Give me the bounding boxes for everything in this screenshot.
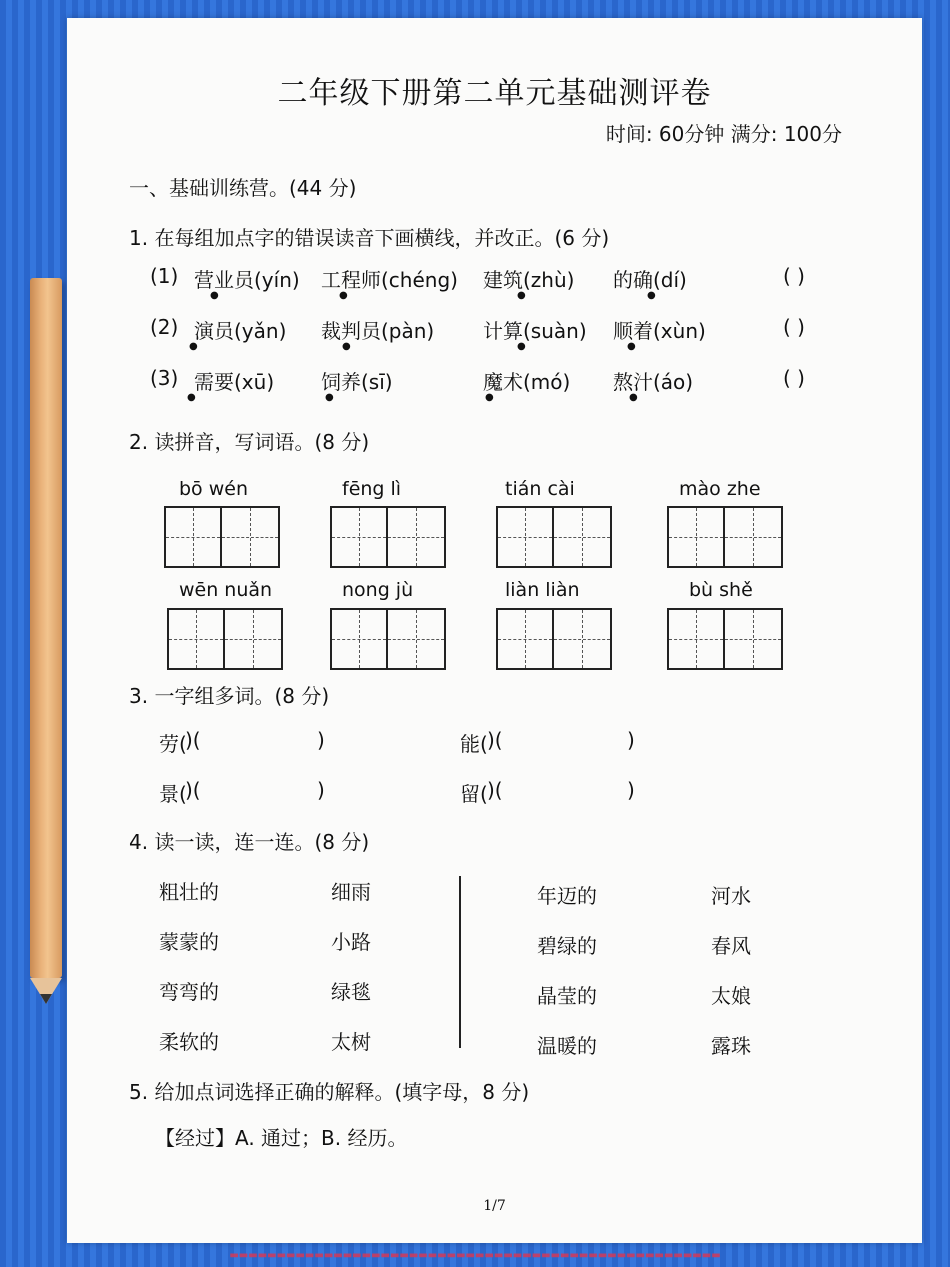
q4-heading: 4. 读一读，连一连。(8 分) — [129, 830, 370, 854]
q1-heading: 1. 在每组加点字的错误读音下画横线，并改正。(6 分) — [129, 226, 610, 250]
q1-row1-answer[interactable]: ( ) — [783, 264, 805, 288]
q1-row2-item2: 裁判员(pàn) — [321, 319, 435, 343]
q1-row1-item1: 营业员(yín) — [194, 268, 300, 292]
pinyin-5: wēn nuǎn — [179, 579, 273, 601]
pinyin-8: bù shě — [689, 579, 753, 601]
q3-row1-char1: 劳( — [159, 732, 187, 756]
writing-grid-6[interactable] — [330, 608, 446, 670]
writing-grid-7[interactable] — [496, 608, 612, 670]
writing-grid-4[interactable] — [667, 506, 783, 568]
pinyin-1: bō wén — [179, 478, 248, 500]
pinyin-3: tián cài — [505, 478, 575, 500]
pinyin-7: liàn liàn — [505, 579, 580, 601]
q2-heading: 2. 读拼音，写词语。(8 分) — [129, 430, 370, 454]
q3-row2-blank1[interactable]: )( — [185, 778, 201, 802]
q4-left-noun-1: 细雨 — [331, 880, 371, 904]
q3-row1-char2: 能( — [460, 732, 488, 756]
emphasis-dot: ● — [627, 341, 636, 352]
q3-row1-blank4[interactable]: ) — [627, 728, 635, 752]
emphasis-dot: ● — [210, 290, 219, 301]
q4-right-noun-2: 春风 — [711, 934, 751, 958]
emphasis-dot: ● — [342, 341, 351, 352]
q1-row3-item4: 熬汁(áo) — [613, 370, 694, 394]
q4-left-adj-3: 弯弯的 — [159, 980, 219, 1004]
q5-line-1: 【经过】A. 通过；B. 经历。 — [155, 1126, 408, 1150]
q3-row2-blank2[interactable]: ) — [317, 778, 325, 802]
writing-grid-3[interactable] — [496, 506, 612, 568]
q4-right-noun-1: 河水 — [711, 884, 751, 908]
q1-row1-item2: 工程师(chéng) — [321, 268, 458, 292]
q5-heading: 5. 给加点词选择正确的解释。(填字母，8 分) — [129, 1080, 530, 1104]
q3-row2-char2: 留( — [460, 782, 488, 806]
emphasis-dot: ● — [517, 341, 526, 352]
pinyin-4: mào zhe — [679, 478, 761, 500]
emphasis-dot: ● — [485, 392, 494, 403]
q4-left-noun-3: 绿毯 — [331, 980, 371, 1004]
time-score-info: 时间: 60分钟 满分: 100分 — [605, 122, 842, 146]
column-divider — [459, 876, 461, 1048]
q1-row3-answer[interactable]: ( ) — [783, 366, 805, 390]
section-1-heading: 一、基础训练营。(44 分) — [129, 176, 357, 200]
q1-row1-num: (1) — [150, 264, 179, 288]
writing-grid-2[interactable] — [330, 506, 446, 568]
q1-row3-item2: 饲养(sī) — [321, 370, 393, 394]
q1-row2-item4: 顺着(xùn) — [613, 319, 706, 343]
q1-row3-num: (3) — [150, 366, 179, 390]
page-title: 二年级下册第二单元基础测评卷 — [277, 76, 712, 111]
q3-row1-blank2[interactable]: ) — [317, 728, 325, 752]
emphasis-dot: ● — [629, 392, 638, 403]
emphasis-dot: ● — [189, 341, 198, 352]
q4-left-adj-4: 柔软的 — [159, 1030, 219, 1054]
writing-grid-5[interactable] — [167, 608, 283, 670]
emphasis-dot: ● — [647, 290, 656, 301]
q1-row1-item3: 建筑(zhù) — [483, 268, 575, 292]
q1-row2-num: (2) — [150, 315, 179, 339]
q4-right-noun-3: 太娘 — [711, 984, 751, 1008]
q4-left-noun-2: 小路 — [331, 930, 371, 954]
q3-row2-char1: 景( — [159, 782, 187, 806]
q4-left-adj-1: 粗壮的 — [159, 880, 219, 904]
exam-paper — [67, 18, 922, 1243]
pencil — [30, 278, 62, 978]
q4-right-adj-4: 温暖的 — [537, 1034, 597, 1058]
writing-grid-1[interactable] — [164, 506, 280, 568]
q4-left-adj-2: 蒙蒙的 — [159, 930, 219, 954]
q3-row2-blank3[interactable]: )( — [487, 778, 503, 802]
writing-grid-8[interactable] — [667, 608, 783, 670]
q4-right-noun-4: 露珠 — [711, 1034, 751, 1058]
q4-right-adj-1: 年迈的 — [537, 884, 597, 908]
pinyin-2: fēng lì — [342, 478, 402, 500]
q1-row2-answer[interactable]: ( ) — [783, 315, 805, 339]
emphasis-dot: ● — [325, 392, 334, 403]
q1-row2-item3: 计算(suàn) — [483, 319, 587, 343]
emphasis-dot: ● — [187, 392, 196, 403]
emphasis-dot: ● — [339, 290, 348, 301]
watermark-strip: ▬▬▬▬▬▬▬▬▬▬▬▬▬▬▬▬▬▬▬▬▬▬▬▬▬▬▬▬▬▬▬▬▬▬▬▬▬▬▬▬▬▬▬▬▬▬▬▬▬▬▬▬ — [229, 1250, 721, 1261]
emphasis-dot: ● — [517, 290, 526, 301]
q1-row1-item4: 的确(dí) — [613, 268, 687, 292]
q3-row2-blank4[interactable]: ) — [627, 778, 635, 802]
q1-row3-item3: 魔术(mó) — [483, 370, 571, 394]
q3-heading: 3. 一字组多词。(8 分) — [129, 684, 330, 708]
q1-row3-item1: 需要(xū) — [194, 370, 275, 394]
q4-right-adj-3: 晶莹的 — [537, 984, 597, 1008]
pinyin-6: nong jù — [342, 579, 414, 601]
page-number: 1/7 — [483, 1198, 506, 1214]
q4-right-adj-2: 碧绿的 — [537, 934, 597, 958]
q4-left-noun-4: 太树 — [331, 1030, 371, 1054]
pencil-lead — [40, 994, 52, 1004]
q1-row2-item1: 演员(yǎn) — [194, 319, 287, 343]
q3-row1-blank3[interactable]: )( — [487, 728, 503, 752]
q3-row1-blank1[interactable]: )( — [185, 728, 201, 752]
